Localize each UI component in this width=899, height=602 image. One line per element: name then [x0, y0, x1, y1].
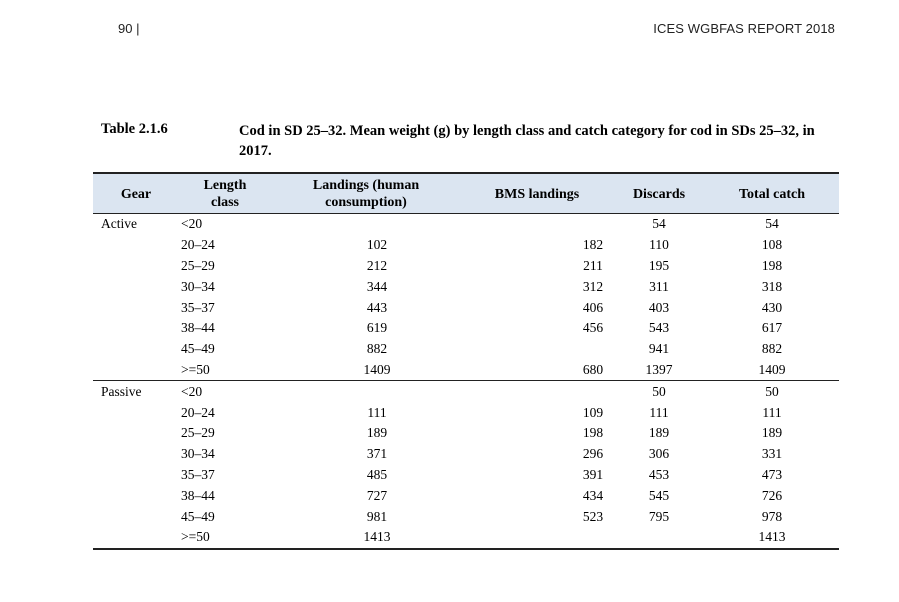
table-row: [93, 423, 839, 444]
cell-landings: 102: [366, 237, 388, 253]
cell-total-catch: 111: [762, 404, 782, 420]
cell-bms-landings: 109: [582, 404, 604, 420]
cell-total-catch: 978: [761, 508, 783, 524]
cell-length-class: 20–24: [181, 404, 215, 420]
cell-landings: 485: [366, 466, 388, 482]
cell-bms-landings: [461, 339, 613, 360]
cell-length-class: 38–44: [181, 487, 215, 503]
cell-gear: [93, 465, 179, 486]
cell-discards: 545: [648, 487, 670, 503]
cell-total-catch: 473: [761, 466, 783, 482]
table-caption-label: Table 2.1.6: [101, 121, 168, 137]
cell-gear: [93, 360, 179, 381]
cell-gear: [93, 256, 179, 277]
cell-length-class: 35–37: [181, 466, 215, 482]
col-header-discards: Discards: [613, 173, 705, 214]
cell-landings: [271, 381, 461, 402]
cell-bms-landings: [461, 214, 613, 235]
table-row: [93, 276, 839, 297]
cell-landings: 371: [366, 446, 388, 462]
cell-discards: 50: [613, 381, 705, 402]
cell-gear: [93, 527, 179, 549]
cell-gear: [93, 297, 179, 318]
cell-landings: 727: [366, 487, 388, 503]
cell-gear: [93, 423, 179, 444]
cell-discards: 195: [648, 257, 670, 273]
cell-total-catch: 108: [761, 237, 783, 253]
table-row: [93, 444, 839, 465]
cell-gear: [93, 485, 179, 506]
cell-total-catch: 726: [761, 487, 783, 503]
cell-length-class: 38–44: [181, 320, 215, 336]
cell-bms-landings: [461, 527, 613, 549]
cell-gear: [93, 276, 179, 297]
cell-bms-landings: 406: [582, 299, 604, 315]
cell-bms-landings: 211: [583, 257, 603, 273]
cell-gear: [93, 339, 179, 360]
col-header-landings: Landings (human consumption): [271, 173, 461, 214]
cell-gear: [93, 318, 179, 339]
cell-total-catch: 318: [761, 278, 783, 294]
cell-length-class: 45–49: [181, 508, 215, 524]
cell-length-class: <20: [179, 381, 271, 402]
cell-bms-landings: 198: [582, 425, 604, 441]
cell-length-class: >=50: [179, 527, 271, 549]
cell-total-catch: 430: [761, 299, 783, 315]
mean-weight-table: [93, 172, 839, 550]
cell-discards: 111: [649, 404, 669, 420]
cell-discards: 795: [648, 508, 670, 524]
cell-length-class: <20: [179, 214, 271, 235]
table-row: [93, 485, 839, 506]
cell-landings: 1409: [271, 360, 461, 381]
cell-bms-landings: 296: [582, 446, 604, 462]
cell-total-catch: 617: [761, 320, 783, 336]
cell-discards: [613, 527, 705, 549]
cell-total-catch: 1413: [705, 527, 839, 549]
cell-landings: 1413: [271, 527, 461, 549]
cell-length-class: 25–29: [181, 425, 215, 441]
cell-gear: Passive: [93, 381, 179, 402]
cell-discards: 1397: [613, 360, 705, 381]
cell-gear: [93, 402, 179, 423]
table-header-row: [93, 173, 839, 214]
cell-landings: 619: [366, 320, 388, 336]
col-header-bms-landings: BMS landings: [461, 173, 613, 214]
table-row: [93, 318, 839, 339]
page-number: 90 |: [118, 21, 140, 36]
table-row: [93, 214, 839, 235]
cell-discards: 110: [649, 237, 669, 253]
cell-length-class: 20–24: [181, 237, 215, 253]
cell-bms-landings: [461, 381, 613, 402]
cell-discards: 189: [648, 425, 670, 441]
cell-discards: 403: [648, 299, 670, 315]
cell-total-catch: 331: [761, 446, 783, 462]
cell-landings: 882: [366, 341, 388, 357]
cell-bms-landings: 391: [582, 466, 604, 482]
cell-total-catch: 54: [705, 214, 839, 235]
cell-bms-landings: 523: [582, 508, 604, 524]
table-row: [93, 381, 839, 402]
cell-length-class: 25–29: [181, 257, 215, 273]
cell-total-catch: 1409: [705, 360, 839, 381]
cell-landings: 443: [366, 299, 388, 315]
table-row: [93, 360, 839, 381]
cell-discards: 941: [648, 341, 670, 357]
cell-landings: [271, 214, 461, 235]
cell-length-class: 30–34: [181, 278, 215, 294]
cell-length-class: >=50: [179, 360, 271, 381]
cell-bms-landings: 312: [582, 278, 604, 294]
cell-length-class: 45–49: [181, 341, 215, 357]
table-row: [93, 506, 839, 527]
table-row: [93, 465, 839, 486]
table-row: [93, 527, 839, 549]
cell-gear: Active: [93, 214, 179, 235]
report-title: ICES WGBFAS REPORT 2018: [653, 21, 835, 36]
cell-landings: 981: [366, 508, 388, 524]
cell-bms-landings: 680: [461, 360, 613, 381]
cell-discards: 54: [613, 214, 705, 235]
table-caption-text: Cod in SD 25–32. Mean weight (g) by length class and catch category for cod in SDs 25–32, in 2017.: [239, 123, 815, 159]
cell-landings: 189: [366, 425, 388, 441]
table-row: [93, 256, 839, 277]
cell-length-class: 30–34: [181, 446, 215, 462]
cell-landings: 344: [366, 278, 388, 294]
col-header-gear: Gear: [93, 173, 179, 214]
cell-discards: 543: [648, 320, 670, 336]
cell-length-class: 35–37: [181, 299, 215, 315]
table-row: [93, 339, 839, 360]
cell-discards: 306: [648, 446, 670, 462]
col-header-total-catch: Total catch: [705, 173, 839, 214]
cell-total-catch: 198: [761, 257, 783, 273]
cell-total-catch: 189: [761, 425, 783, 441]
table-row: [93, 297, 839, 318]
cell-bms-landings: 182: [582, 237, 604, 253]
cell-landings: 212: [366, 257, 388, 273]
cell-gear: [93, 506, 179, 527]
cell-gear: [93, 444, 179, 465]
cell-total-catch: 882: [761, 341, 783, 357]
cell-bms-landings: 456: [582, 320, 604, 336]
cell-gear: [93, 235, 179, 256]
cell-landings: 111: [367, 404, 387, 420]
table-row: [93, 402, 839, 423]
cell-discards: 311: [649, 278, 669, 294]
col-header-length-class: Length class: [179, 173, 271, 214]
cell-total-catch: 50: [705, 381, 839, 402]
table-row: [93, 235, 839, 256]
cell-bms-landings: 434: [582, 487, 604, 503]
cell-discards: 453: [648, 466, 670, 482]
table-body: [93, 214, 839, 549]
